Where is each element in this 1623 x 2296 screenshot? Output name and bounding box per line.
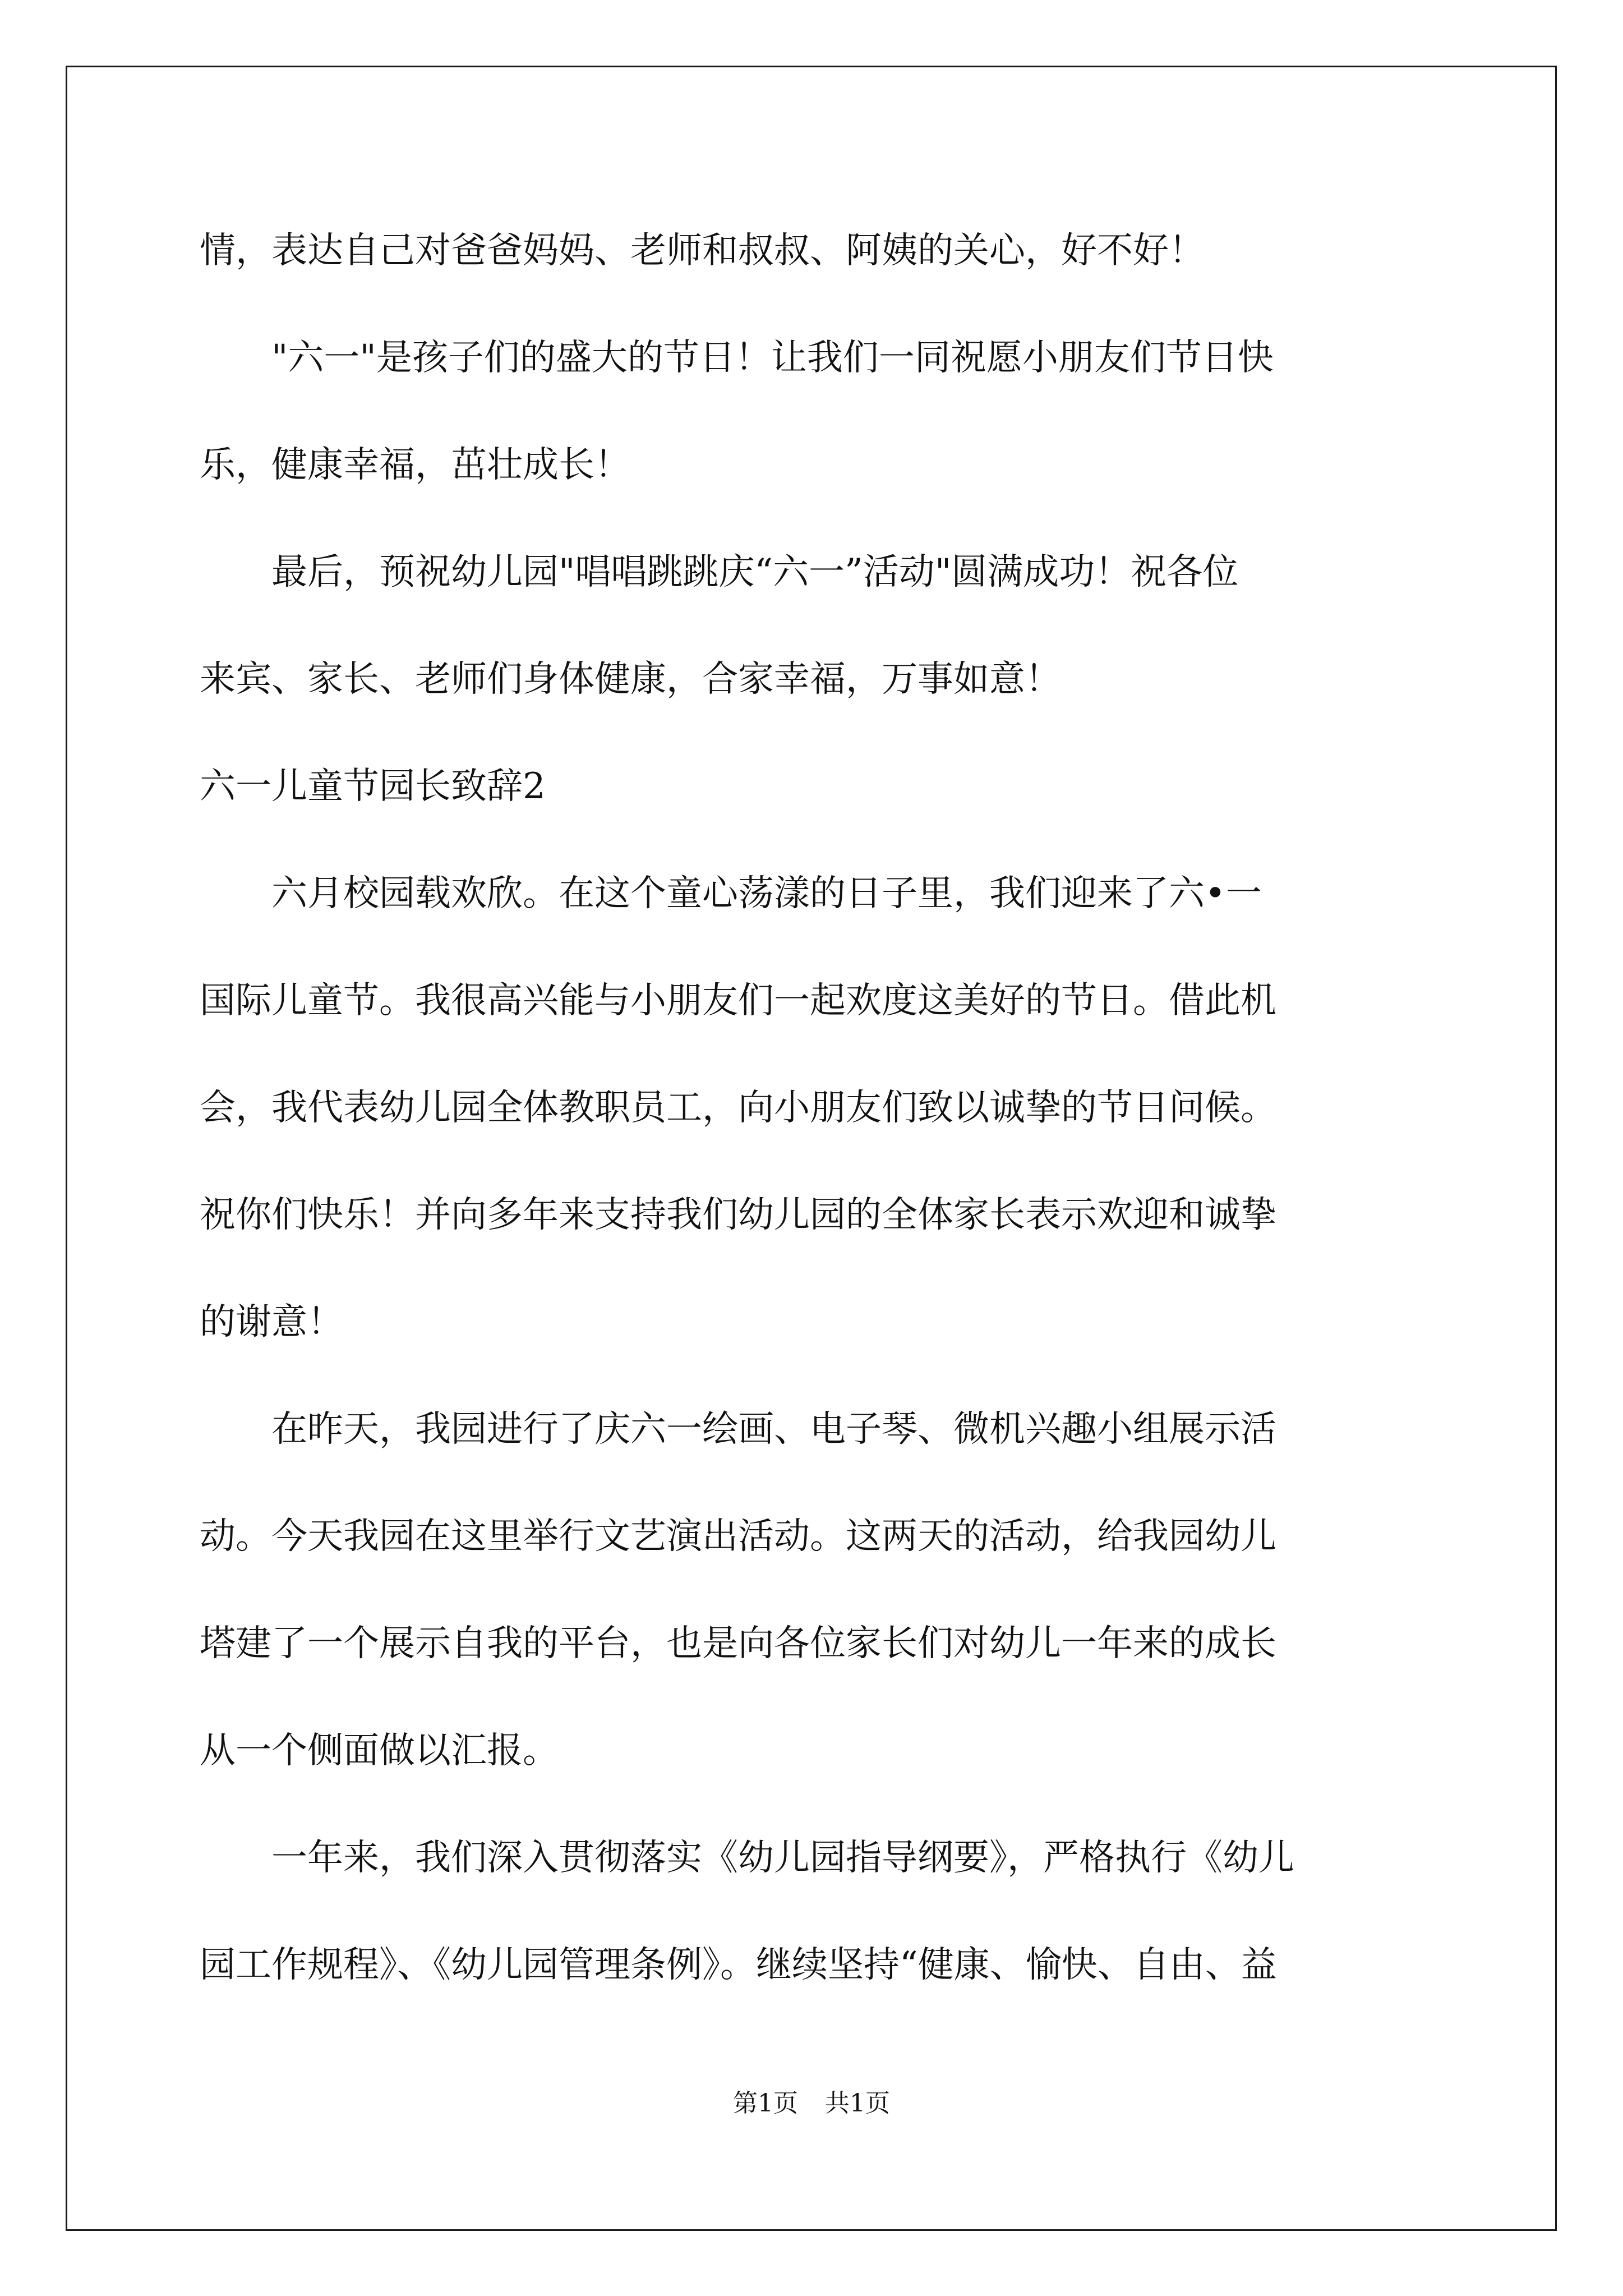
text-line: 一年来，我们深入贯彻落实《幼儿园指导纲要》，严格执行《幼儿 — [200, 1837, 1294, 1879]
text-line: "六一"是孩子们的盛大的节日！让我们一同祝愿小朋友们节日快 — [200, 337, 1274, 379]
page-footer — [0, 2087, 1623, 2120]
text-line: 从一个侧面做以汇报。 — [200, 1730, 559, 1772]
text-line: 祝你们快乐！并向多年来支持我们幼儿园的全体家长表示欢迎和诚挚 — [200, 1194, 1276, 1236]
section-heading: 六一儿童节园长致辞2 — [200, 766, 546, 807]
text-line: 的谢意！ — [200, 1301, 343, 1343]
document-body — [200, 197, 1422, 2019]
text-line: 乐，健康幸福，茁壮成长！ — [200, 444, 630, 486]
text-line: 国际儿童节。我很高兴能与小朋友们一起欢度这美好的节日。借此机 — [200, 980, 1276, 1022]
text-line: 园工作规程》、《幼儿园管理条例》。继续坚持“健康、愉快、自由、益 — [200, 1944, 1277, 1986]
page-count: 共1页 — [825, 2089, 890, 2118]
text-line: 来宾、家长、老师们身体健康，合家幸福，万事如意！ — [200, 659, 1061, 700]
text-line: 六月校园载欢欣。在这个童心荡漾的日子里，我们迎来了六•一 — [200, 873, 1262, 914]
text-line: 会，我代表幼儿园全体教职员工，向小朋友们致以诚挚的节日问候。 — [200, 1087, 1276, 1129]
text-line: 动。今天我园在这里举行文艺演出活动。这两天的活动，给我园幼儿 — [200, 1516, 1276, 1557]
text-line: 最后，预祝幼儿园"唱唱跳跳庆“六一”活动"圆满成功！祝各位 — [200, 551, 1239, 593]
page-number: 第1页 — [733, 2089, 798, 2118]
text-line: 在昨天，我园进行了庆六一绘画、电子琴、微机兴趣小组展示活 — [200, 1409, 1276, 1450]
text-line: 情，表达自己对爸爸妈妈、老师和叔叔、阿姨的关心，好不好！ — [200, 230, 1205, 272]
text-line: 塔建了一个展示自我的平台，也是向各位家长们对幼儿一年来的成长 — [200, 1623, 1276, 1664]
